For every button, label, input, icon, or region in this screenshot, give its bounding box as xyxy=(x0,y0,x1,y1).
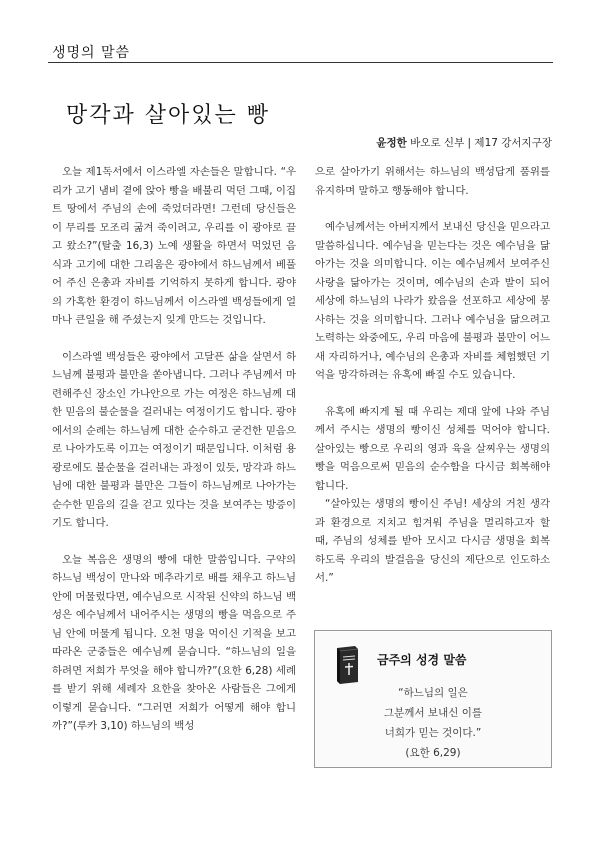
verse-line: “하느님의 일은 xyxy=(398,687,468,699)
verse-reference: (요한 6,29) xyxy=(405,747,461,759)
paragraph: 이스라엘 백성들은 광야에서 고달픈 삶을 살면서 하느님께 불평과 불만을 쏟아냅니다. 그러나 주님께서 마련해주신 장소인 가나안으로 가는 여정은 하느님께 대한 믿음의 불순물을 걸러내는 여정이기도 합니다. 광야에서의 순례는 하느님께 대한 순수하고 굳건한 믿음으로 나아가도록 이끄는 여정이기 때문입니다. 이처럼 용광로에도 불순물을 걸러내는 과정이 있듯, 망각과 하느님에 대한 불평과 불만은 그들이 하느님께로 나아가는 순수한 믿음의 길을 걷고 있다는 것을 보여주는 방증이기도 합니다. xyxy=(52,350,296,529)
paragraph-gap xyxy=(52,330,296,348)
author-role: 바오로 신부 | 제17 강서지구장 xyxy=(406,137,552,149)
article-title: 망각과 살아있는 빵 xyxy=(66,103,271,128)
paragraph: 으로 살아가기 위해서는 하느님의 백성답게 품위를 유지하며 말하고 행동해야 합니다. xyxy=(315,166,550,197)
verse-line: 그분께서 보내신 이를 xyxy=(384,707,482,719)
author-name: 윤정한 xyxy=(376,137,407,149)
verse-text xyxy=(315,683,551,763)
paragraph: 오늘 복음은 생명의 빵에 대한 말씀입니다. 구약의 하느님 백성이 만나와 메추라기로 배를 채우고 하느님 안에 머물렀다면, 예수님으로 시작된 신약의 하느님 백성은 예수님께서 내어주시는 생명의 빵을 먹음으로 주님 안에 머물게 됩니다. 오천 명을 먹이신 기적을 보고 따라온 군중들은 예수님께 묻습니다. “하느님의 일을 하려면 저희가 무엇을 해야 합니까?”(요한 6,28) 세례를 받기 위해 세례자 요한을 찾아온 사람들은 그에게 이렇게 묻습니다. “그러면 저희가 어떻게 해야 합니까?”(루카 3,10) 하느님의 백성 xyxy=(52,553,296,732)
paragraph: “살아있는 생명의 빵이신 주님! 세상의 거친 생각과 환경으로 지치고 힘겨워 주님을 멀리하고자 할 때, 주님의 성체를 받아 모시고 다시금 생명을 회복하도록 우리의 발걸음을 당신의 제단으로 인도하소서.” xyxy=(315,498,550,584)
verse-box-title: 금주의 성경 말씀 xyxy=(377,653,467,667)
paragraph: 예수님께서는 아버지께서 보내신 당신을 믿으라고 말씀하십니다. 예수님을 믿는다는 것은 예수님을 닮아가는 것을 의미합니다. 이는 예수님께서 보여주신 사랑을 닮아가는 것이며, 예수님의 손과 발이 되어 세상에 하느님의 나라가 왔음을 선포하고 세상에 봉사하는 것을 의미합니다. 그러나 예수님을 닮으려고 노력하는 와중에도, 우리 마음에 불평과 불만이 어느새 자리하거나, 예수님의 은총과 자비를 체험했던 기억을 망각하려는 유혹에 빠질 수도 있습니다. xyxy=(315,221,550,381)
holy-bible-book-icon xyxy=(333,645,361,685)
weekly-verse-box xyxy=(314,630,552,768)
paragraph-gap xyxy=(52,533,296,551)
byline xyxy=(376,135,552,150)
verse-line: 너희가 믿는 것이다.” xyxy=(384,727,482,739)
paragraph: 오늘 제1독서에서 이스라엘 자손들은 말합니다. “우리가 고기 냄비 곁에 앉아 빵을 배불리 먹던 그때, 이집트 땅에서 주님의 손에 죽었더라면! 그런데 당신들은 이 무리를 모조리 굶겨 죽이려고, 우리를 이 광야로 끌고 왔소?”(탈출 16,3) 노예 생활을 하면서 먹었던 음식과 고기에 대한 그리움은 광야에서 하느님께서 베풀어 주신 은총과 자비를 기억하지 못하게 합니다. 광야의 가혹한 환경이 하느님께서 이스라엘 백성들에게 얼마나 큰일을 해 주셨는지 잊게 만드는 것입니다. xyxy=(52,166,296,326)
left-column xyxy=(52,163,296,736)
section-tag: 생명의 말씀 xyxy=(52,45,131,61)
section-rule xyxy=(48,62,553,63)
paragraph-gap xyxy=(315,200,550,218)
right-column xyxy=(315,163,550,588)
paragraph-gap xyxy=(315,385,550,403)
paragraph: 유혹에 빠지게 될 때 우리는 제대 앞에 나와 주님께서 주시는 생명의 빵이신 성체를 먹어야 합니다. 살아있는 빵으로 우리의 영과 육을 살찌우는 생명의 빵을 먹음으로써 믿음의 순수함을 다시금 회복해야 합니다. xyxy=(315,405,550,492)
